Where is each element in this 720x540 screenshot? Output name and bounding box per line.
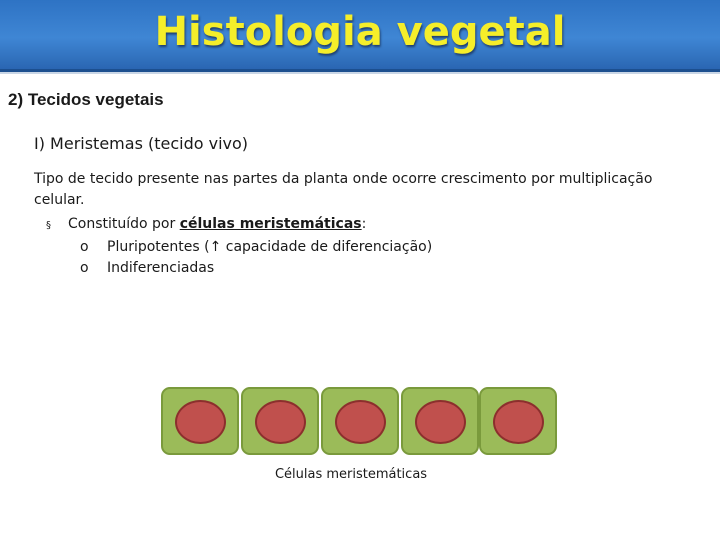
figure-caption: Células meristemáticas (274, 467, 428, 482)
bullet-suffix: : (361, 216, 367, 232)
cell (479, 387, 557, 455)
cell (161, 387, 239, 455)
section-title: 2) Tecidos vegetais (8, 90, 164, 109)
nucleus (255, 400, 306, 444)
sub-bullet-text: Pluripotentes (↑ capacidade de diferenciação) (107, 239, 433, 255)
sub-bullet-marker: o (80, 239, 89, 255)
nucleus (493, 400, 544, 444)
nucleus (335, 400, 386, 444)
bullet-prefix: Constituído por (68, 216, 180, 232)
bullet-marker: § (46, 220, 51, 231)
slide-header (0, 0, 720, 72)
meristem-cells-figure (161, 387, 531, 457)
cell (241, 387, 319, 455)
sub-bullet-item (80, 237, 432, 258)
sub-bullet-text: Indiferenciadas (107, 260, 215, 276)
cell (321, 387, 399, 455)
description-paragraph: Tipo de tecido presente nas partes da planta onde ocorre crescimento por multiplicação celular. (34, 171, 653, 208)
nucleus (415, 400, 466, 444)
subsection-title: I) Meristemas (tecido vivo) (34, 134, 249, 153)
sub-bullet-item (80, 258, 214, 279)
sub-bullet-marker: o (80, 260, 89, 276)
bullet-bold-text: células meristemáticas (179, 216, 362, 232)
slide-title: Histologia vegetal (154, 9, 566, 55)
header-divider (0, 72, 720, 74)
cell (401, 387, 479, 455)
bullet-item (46, 214, 366, 236)
nucleus (175, 400, 226, 444)
